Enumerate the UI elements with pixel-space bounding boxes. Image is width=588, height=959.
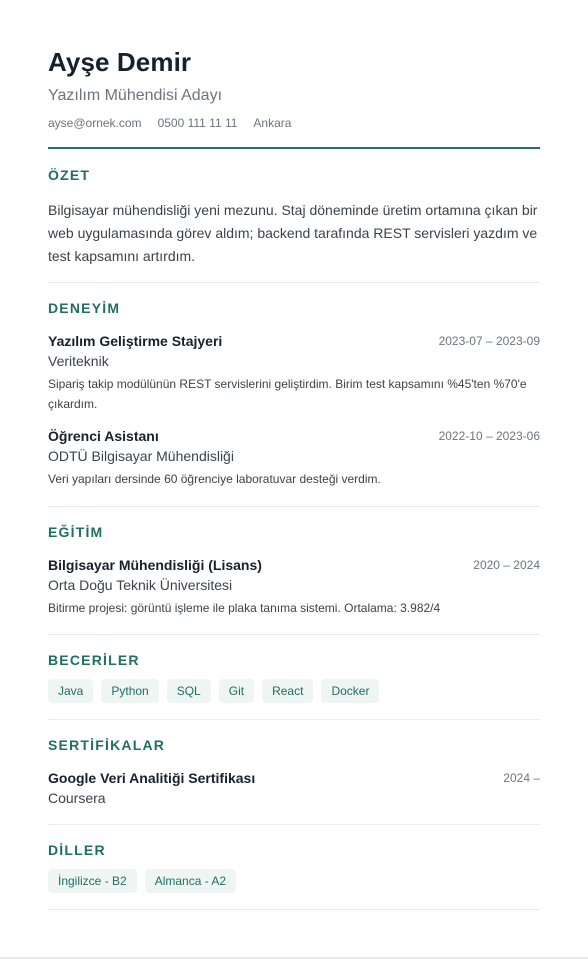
certifications-section <box>48 737 540 753</box>
entry-title: Google Veri Analitiği Sertifikası <box>48 770 256 786</box>
contact-city: Ankara <box>253 116 292 130</box>
section-divider <box>48 634 540 635</box>
entry-org: Veriteknik <box>48 353 109 369</box>
skill-chip: Python <box>101 679 158 703</box>
skill-chip: React <box>262 679 313 703</box>
section-divider <box>48 506 540 507</box>
candidate-role: Yazılım Mühendisi Adayı <box>48 87 223 104</box>
language-chip: İngilizce - B2 <box>48 869 137 893</box>
skill-chip: Java <box>48 679 93 703</box>
section-title-certifications: SERTİFİKALAR <box>48 737 166 753</box>
entry-desc: Veri yapıları dersinde 60 öğrenciye laboratuvar desteği verdim. <box>48 472 381 486</box>
experience-section <box>48 300 540 316</box>
section-divider <box>48 824 540 825</box>
language-chip: Almanca - A2 <box>145 869 236 893</box>
candidate-name: Ayşe Demir <box>48 47 192 77</box>
entry-title: Bilgisayar Mühendisliği (Lisans) <box>48 557 262 573</box>
entry-date: 2024 – <box>503 771 540 785</box>
education-section <box>48 524 540 540</box>
skill-chip: Git <box>219 679 254 703</box>
languages-list <box>48 869 236 893</box>
skill-chip: Docker <box>321 679 379 703</box>
section-title-languages: DİLLER <box>48 842 106 858</box>
section-title-summary: ÖZET <box>48 167 91 183</box>
languages-section <box>48 842 540 858</box>
entry-title: Öğrenci Asistanı <box>48 428 159 444</box>
summary-text: Bilgisayar mühendisliği yeni mezunu. Staj döneminde üretim ortamına çıkan bir web uygulamasında görev aldım; backend tarafında REST servisleri yazdım ve test kapsamını artırdım. <box>48 202 538 264</box>
entry-date: 2022-10 – 2023-06 <box>438 429 540 443</box>
skills-section <box>48 652 540 668</box>
skill-chip: SQL <box>167 679 211 703</box>
contact-info <box>48 116 291 130</box>
header-divider <box>48 147 540 149</box>
section-title-experience: DENEYİM <box>48 300 121 316</box>
entry-desc: Sipariş takip modülünün REST servislerini geliştirdim. Birim test kapsamını %45'ten %70'e çıkardım. <box>48 377 527 411</box>
section-title-skills: BECERİLER <box>48 652 140 668</box>
entry-title: Yazılım Geliştirme Stajyeri <box>48 333 223 349</box>
summary-section <box>48 167 540 183</box>
skills-list <box>48 679 379 703</box>
entry-org: ODTÜ Bilgisayar Mühendisliği <box>48 448 234 464</box>
entry-date: 2020 – 2024 <box>473 558 540 572</box>
section-divider <box>48 282 540 283</box>
entry-desc: Bitirme projesi: görüntü işleme ile plaka tanıma sistemi. Ortalama: 3.982/4 <box>48 601 441 615</box>
entry-date: 2023-07 – 2023-09 <box>438 334 540 348</box>
entry-org: Orta Doğu Teknik Üniversitesi <box>48 577 233 593</box>
section-divider <box>48 719 540 720</box>
contact-phone[interactable]: 0500 111 11 11 <box>157 116 238 130</box>
contact-email[interactable]: ayse@ornek.com <box>48 116 142 130</box>
section-divider <box>48 909 540 910</box>
section-title-education: EĞİTİM <box>48 524 104 540</box>
entry-org: Coursera <box>48 790 106 806</box>
